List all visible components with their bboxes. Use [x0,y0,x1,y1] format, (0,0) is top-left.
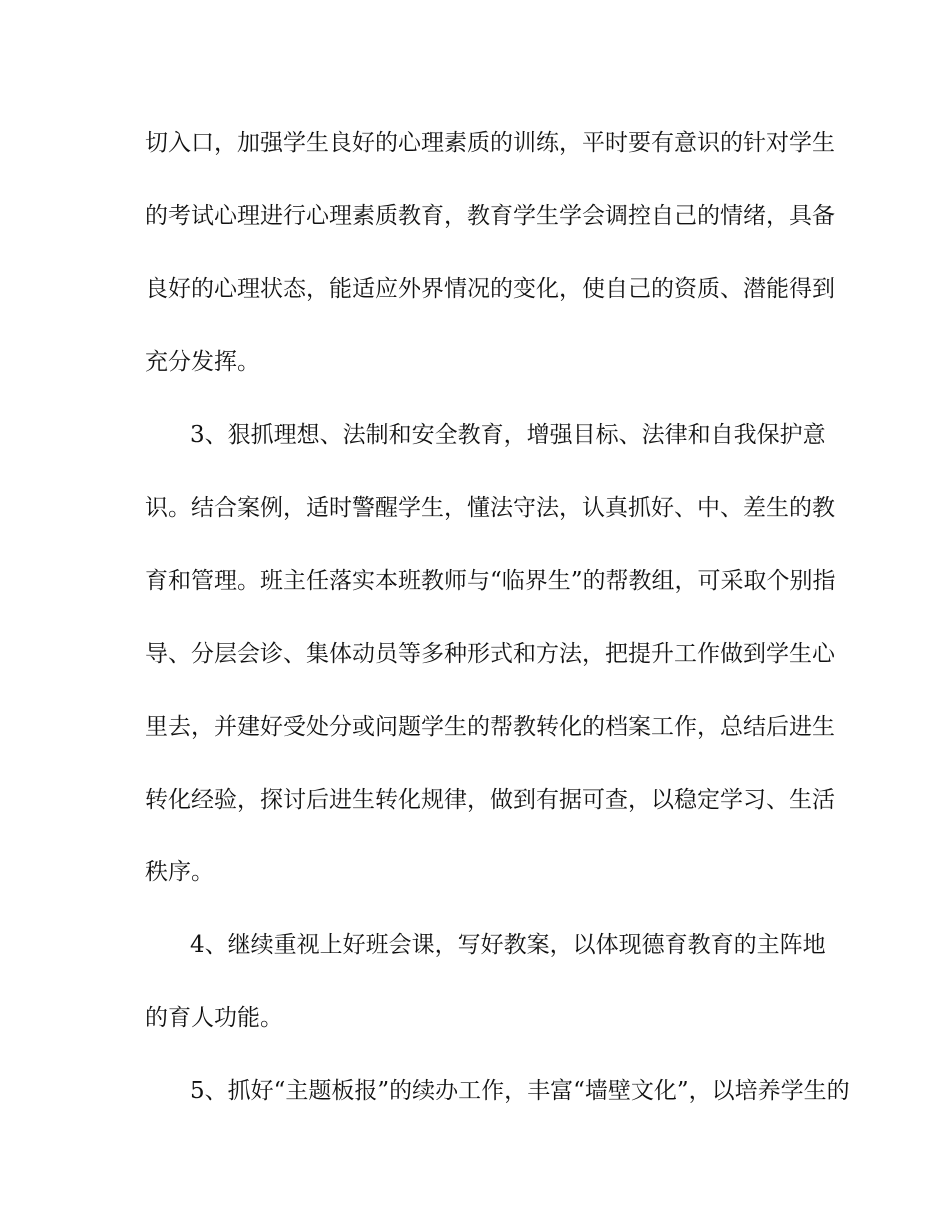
text-line: 3、狠抓理想、法制和安全教育，增强目标、法律和自我保护意 [190,422,826,448]
text-line: 充分发挥。 [145,349,260,375]
text-line: 切入口，加强学生良好的心理素质的训练，平时要有意识的针对学生 [145,130,835,156]
text-line: 导、分层会诊、集体动员等多种形式和方法，把提升工作做到学生心 [145,641,835,667]
text-line: 的考试心理进行心理素质教育，教育学生学会调控自己的情绪，具备 [145,203,835,229]
text-line: 秩序。 [145,859,214,885]
text-line: 转化经验，探讨后进生转化规律，做到有据可查，以稳定学习、生活 [145,787,835,813]
text-line: 4、继续重视上好班会课，写好教案，以体现德育教育的主阵地 [190,932,826,958]
text-line: 的育人功能。 [145,1005,283,1031]
text-line: 里去，并建好受处分或问题学生的帮教转化的档案工作，总结后进生 [145,714,835,740]
text-line: 5、抓好“主题板报”的续办工作，丰富“墙壁文化”，以培养学生的 [190,1078,850,1104]
text-line: 良好的心理状态，能适应外界情况的变化，使自己的资质、潜能得到 [145,276,835,302]
text-line: 识。结合案例，适时警醒学生，懂法守法，认真抓好、中、差生的教 [145,495,835,521]
text-line: 育和管理。班主任落实本班教师与“临界生”的帮教组，可采取个别指 [145,568,836,594]
